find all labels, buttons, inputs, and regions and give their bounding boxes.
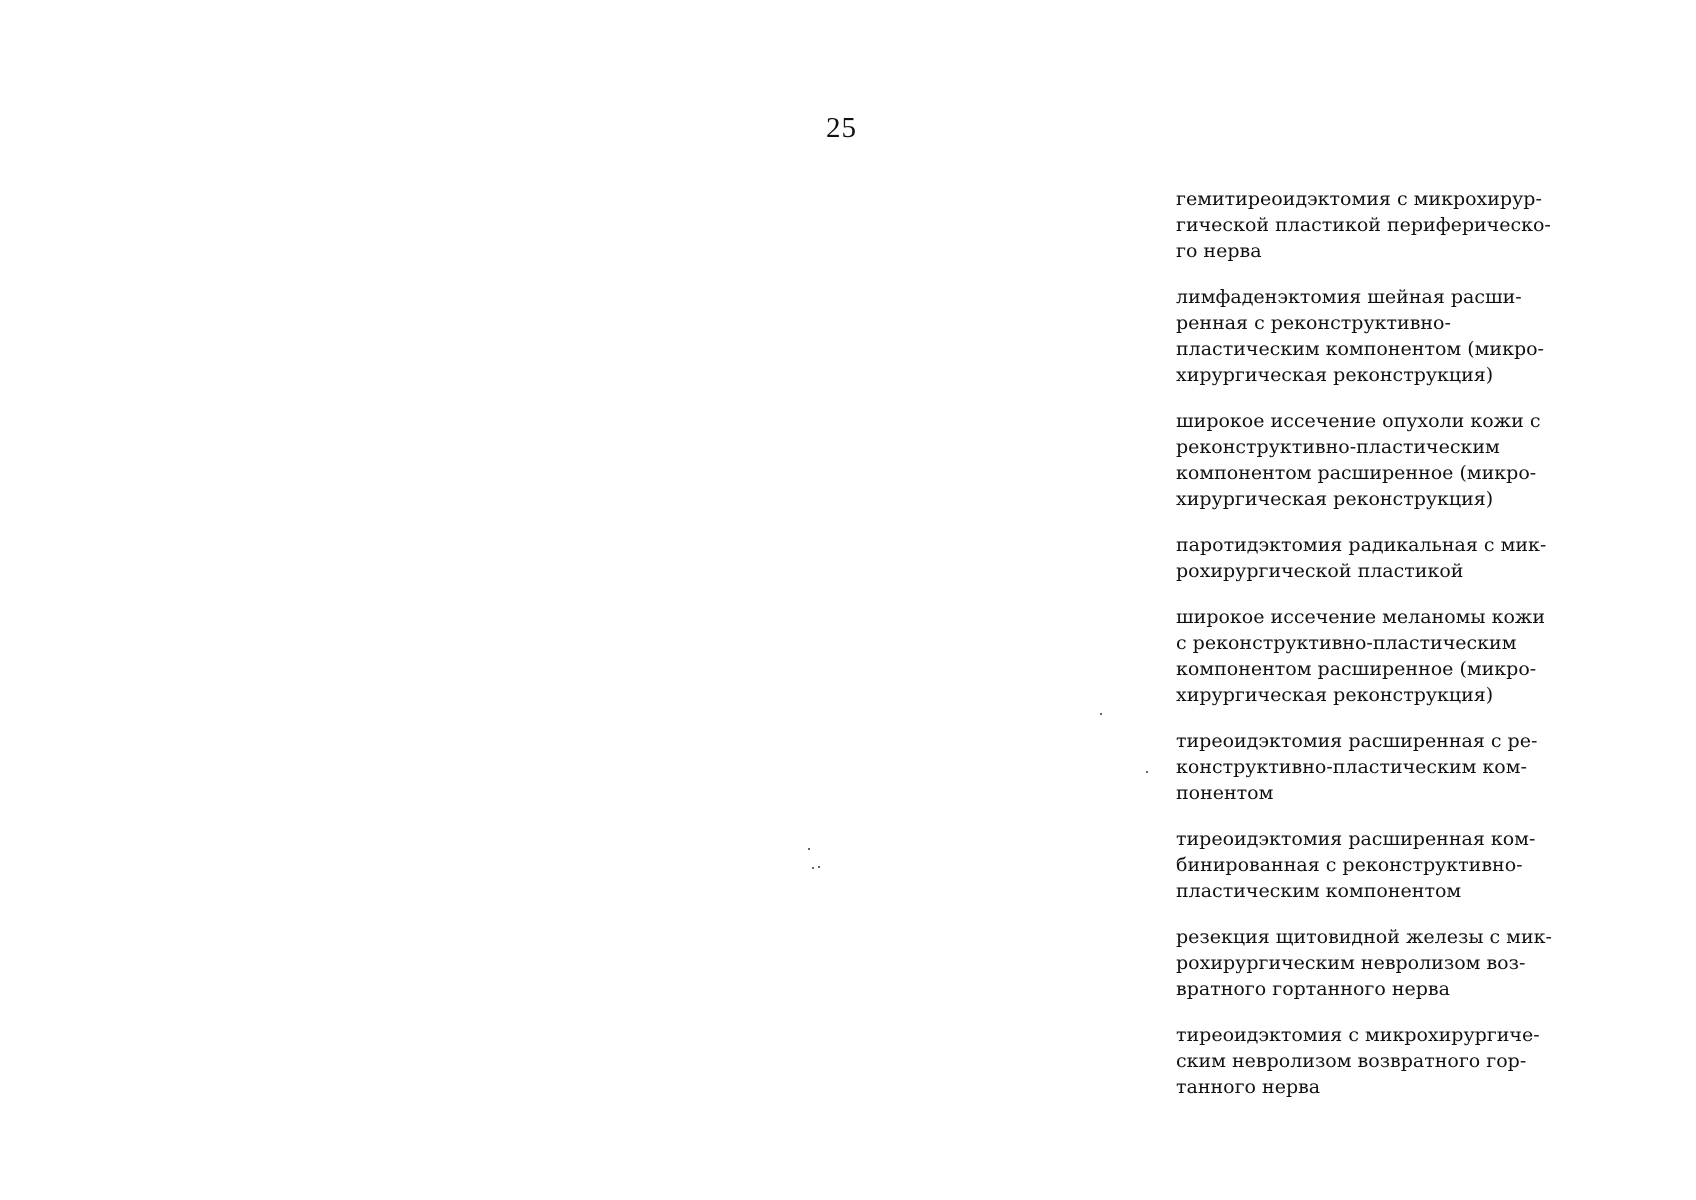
entry-line: го нерва (1176, 240, 1262, 262)
entry-line: гемитиреоидэктомия с микрохирур- (1176, 188, 1542, 210)
entry-line: бинированная с реконструктивно- (1176, 854, 1523, 876)
entry-line: резекция щитовидной железы с мик- (1176, 926, 1552, 948)
entry-line: хирургическая реконструкция) (1176, 684, 1494, 706)
entry-line: с реконструктивно-пластическим (1176, 632, 1517, 654)
entry-line: лимфаденэктомия шейная расши- (1176, 286, 1522, 308)
entry-line: гической пластикой периферическо- (1176, 214, 1551, 236)
list-item (1176, 408, 1556, 512)
list-item (1176, 728, 1556, 806)
entry-line: пластическим компонентом (микро- (1176, 338, 1544, 360)
list-item (1176, 924, 1556, 1002)
entry-line: хирургическая реконструкция) (1176, 364, 1494, 386)
entry-line: паротидэктомия радикальная с мик- (1176, 534, 1547, 556)
entry-line: танного нерва (1176, 1076, 1321, 1098)
scan-speck (1146, 771, 1148, 773)
page-number: 25 (826, 112, 857, 144)
list-item (1176, 604, 1556, 708)
list-item (1176, 826, 1556, 904)
entry-line: ренная с реконструктивно- (1176, 312, 1451, 334)
entry-line: компонентом расширенное (микро- (1176, 462, 1537, 484)
entry-line: широкое иссечение меланомы кожи (1176, 606, 1546, 628)
list-item (1176, 532, 1556, 584)
scan-speck (818, 866, 820, 868)
entry-line: компонентом расширенное (микро- (1176, 658, 1537, 680)
entry-line: конструктивно-пластическим ком- (1176, 756, 1527, 778)
entry-line: ским невролизом возвратного гор- (1176, 1050, 1527, 1072)
entry-line: понентом (1176, 782, 1274, 804)
entry-line: рохирургическим невролизом воз- (1176, 952, 1526, 974)
list-item (1176, 186, 1556, 264)
entry-line: реконструктивно-пластическим (1176, 436, 1500, 458)
entry-line: тиреоидэктомия расширенная с ре- (1176, 730, 1538, 752)
procedure-list (1176, 186, 1556, 1120)
entry-line: рохирургической пластикой (1176, 560, 1464, 582)
scan-speck (808, 848, 810, 850)
list-item (1176, 1022, 1556, 1100)
entry-line: пластическим компонентом (1176, 880, 1462, 902)
entry-line: тиреоидэктомия расширенная ком- (1176, 828, 1536, 850)
entry-line: вратного гортанного нерва (1176, 978, 1450, 1000)
scan-speck (812, 867, 814, 869)
list-item (1176, 284, 1556, 388)
entry-line: тиреоидэктомия с микрохирургиче- (1176, 1024, 1540, 1046)
entry-line: хирургическая реконструкция) (1176, 488, 1494, 510)
entry-line: широкое иссечение опухоли кожи с (1176, 410, 1541, 432)
scan-speck (1100, 713, 1102, 715)
